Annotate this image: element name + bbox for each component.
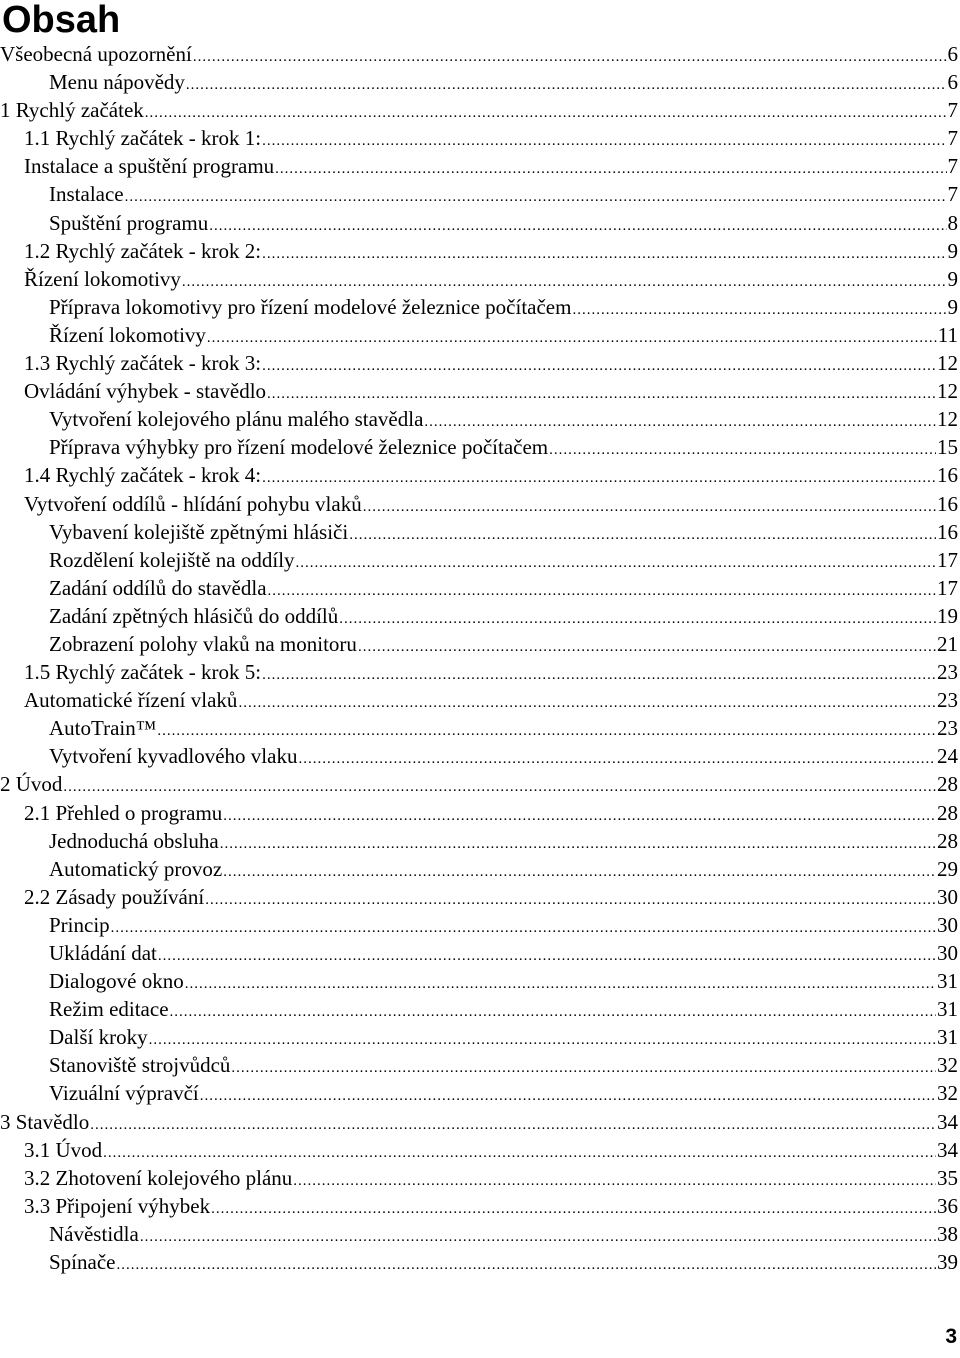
toc-leader-dots [223,858,936,886]
toc-entry[interactable] [0,546,958,574]
toc-leader-dots [185,970,936,998]
toc-entry-title: Dialogové okno [49,969,184,994]
toc-entry-page: 32 [937,1081,958,1106]
toc-entry-title: Princip [49,912,110,937]
toc-entry-page: 23 [937,716,958,741]
toc-entry-page: 32 [937,1053,958,1078]
toc-entry-title: Vytvoření kyvadlového vlaku [49,744,298,769]
toc-leader-dots [200,1082,936,1110]
toc-entry-page: 29 [937,856,958,881]
toc-entry-title: AutoTrain™ [49,716,157,741]
toc-entry[interactable] [0,124,958,152]
toc-entry-page: 7 [947,182,958,207]
toc-leader-dots [140,1223,936,1251]
toc-entry[interactable] [0,1079,958,1107]
toc-leader-dots [262,464,936,492]
toc-leader-dots [223,802,936,830]
toc-entry-title: Stanoviště strojvůdců [49,1053,231,1078]
toc-entry-title: Vytvoření kolejového plánu malého stavědla [49,407,424,432]
toc-entry[interactable] [0,630,958,658]
toc-entry[interactable] [0,237,958,265]
toc-entry-page: 21 [937,631,958,656]
toc-entry-page: 9 [947,294,958,319]
toc-entry[interactable] [0,152,958,180]
toc-entry[interactable] [0,180,958,208]
toc-entry-title: 2 Úvod [0,772,63,797]
toc-entry[interactable] [0,518,958,546]
toc-leader-dots [149,1026,936,1054]
toc-entry-title: Jednoduchá obsluha [49,828,219,853]
toc-leader-dots [424,408,936,436]
toc-entry-title: Instalace [49,182,124,207]
toc-entry-page: 36 [937,1193,958,1218]
toc-leader-dots [158,942,936,970]
toc-entry-title: 1.5 Rychlý začátek - krok 5: [24,660,262,685]
toc-entry[interactable] [0,574,958,602]
toc-entry-title: 2.1 Přehled o programu [24,800,223,825]
toc-entry-page: 30 [937,884,958,909]
toc-leader-dots [157,717,936,745]
toc-entry-title: 1.2 Rychlý začátek - krok 2: [24,238,262,263]
toc-entry-page: 7 [947,154,958,179]
toc-leader-dots [63,773,936,801]
toc-leader-dots [231,1054,936,1082]
toc-entry-page: 30 [937,941,958,965]
toc-entry-page: 17 [937,575,958,600]
toc-leader-dots [182,268,947,296]
toc-entry[interactable] [0,40,958,68]
toc-leader-dots [211,1195,936,1223]
toc-leader-dots [298,745,936,773]
toc-leader-dots [220,830,936,858]
toc-entry[interactable] [0,433,958,461]
toc-entry-page: 9 [947,238,958,263]
toc-entry[interactable] [0,96,958,124]
page-title: Obsah [2,0,121,41]
toc-entry-title: Automatické řízení vlaků [24,688,238,713]
toc-leader-dots [262,352,936,380]
toc-entry-title: 1 Rychlý začátek [0,98,144,123]
toc-entry[interactable] [0,714,958,742]
toc-entry-page: 31 [937,1025,958,1050]
toc-entry[interactable] [0,742,958,770]
toc-entry[interactable] [0,855,958,883]
toc-entry-title: Vybavení kolejiště zpětnými hlásiči [49,519,349,544]
toc-entry[interactable] [0,686,958,714]
toc-entry[interactable] [0,293,958,321]
toc-entry-page: 6 [947,70,958,95]
toc-entry-title: Vizuální výpravčí [49,1081,199,1106]
toc-entry-title: Řízení lokomotivy [49,322,206,347]
toc-entry-title: Menu nápovědy [49,70,185,95]
toc-entry-page: 17 [937,547,958,572]
toc-entry-page: 16 [937,519,958,544]
toc-leader-dots [296,549,936,577]
toc-entry-page: 12 [937,379,958,404]
toc-leader-dots [186,71,947,99]
toc-entry-page: 6 [947,42,958,66]
toc-entry[interactable] [0,68,958,96]
page-number: 3 [945,1325,957,1348]
toc-entry-title: Návěstidla [49,1221,139,1246]
toc-entry-title: Spínače [49,1250,116,1275]
toc-entry[interactable] [0,321,958,349]
toc-entry-title: 2.2 Zásady používání [24,884,205,909]
toc-entry-title: Režim editace [49,997,169,1022]
toc-entry-page: 16 [937,491,958,516]
toc-entry-title: Všeobecná upozornění [0,42,192,66]
toc-entry-title: Příprava výhybky pro řízení modelové železnice počítačem [49,435,549,460]
toc-entry-page: 38 [937,1221,958,1246]
toc-entry[interactable] [0,911,958,939]
toc-entry[interactable] [0,602,958,630]
toc-entry-page: 11 [937,322,958,347]
toc-entry-page: 15 [937,435,958,460]
toc-leader-dots [363,493,936,521]
toc-entry[interactable] [0,799,958,827]
toc-leader-dots [103,1139,936,1167]
toc-entry-title: Rozdělení kolejiště na oddíly [49,547,295,572]
toc-leader-dots [262,661,936,689]
toc-entry-page: 9 [947,266,958,291]
toc-leader-dots [90,1111,936,1139]
toc-entry[interactable] [0,995,958,1023]
toc-leader-dots [193,43,947,71]
toc-leader-dots [170,998,936,1026]
toc-entry-title: Zadání zpětných hlásičů do oddílů [49,603,339,628]
toc-entry[interactable] [0,265,958,293]
toc-leader-dots [572,296,946,324]
toc-entry-page: 7 [947,126,958,151]
toc-leader-dots [349,521,936,549]
toc-leader-dots [262,127,946,155]
toc-entry-title: Řízení lokomotivy [24,266,181,291]
toc-entry[interactable] [0,1023,958,1051]
toc-entry[interactable] [0,461,958,489]
toc-entry-title: Ovládání výhybek - stavědlo [24,379,267,404]
toc-leader-dots [209,212,946,240]
toc-entry-page: 12 [937,407,958,432]
toc-entry[interactable] [0,1051,958,1079]
toc-entry-page: 30 [937,912,958,937]
toc-leader-dots [339,605,936,633]
toc-entry-page: 39 [937,1250,958,1275]
toc-entry[interactable] [0,658,958,686]
toc-entry-page: 12 [937,351,958,376]
toc-entry-page: 31 [937,969,958,994]
toc-entry-title: Automatický provoz [49,856,223,881]
toc-leader-dots [116,1251,936,1279]
toc-entry[interactable] [0,967,958,995]
toc-entry-page: 16 [937,463,958,488]
toc-entry-title: Zobrazení polohy vlaků na monitoru [49,631,357,656]
toc-entry-page: 34 [937,1137,958,1162]
toc-entry[interactable] [0,827,958,855]
toc-entry-page: 34 [937,1109,958,1134]
toc-entry[interactable] [0,1136,958,1164]
toc-entry[interactable] [0,1164,958,1192]
toc-entry-page: 31 [937,997,958,1022]
toc-entry-title: Zadání oddílů do stavědla [49,575,267,600]
toc-leader-dots [205,886,936,914]
toc-entry-title: Vytvoření oddílů - hlídání pohybu vlaků [24,491,362,516]
table-of-contents [0,40,958,1276]
toc-entry-title: 1.3 Rychlý začátek - krok 3: [24,351,262,376]
toc-leader-dots [358,633,936,661]
toc-entry-title: 3.2 Zhotovení kolejového plánu [24,1165,293,1190]
toc-entry[interactable] [0,1192,958,1220]
toc-entry-page: 23 [937,660,958,685]
toc-entry[interactable] [0,349,958,377]
toc-entry-title: Další kroky [49,1025,148,1050]
toc-entry-page: 35 [937,1165,958,1190]
toc-entry[interactable] [0,377,958,405]
toc-entry-page: 24 [937,744,958,769]
toc-entry[interactable] [0,1248,958,1276]
toc-leader-dots [145,99,947,127]
toc-entry[interactable] [0,883,958,911]
toc-entry-title: Ukládání dat [49,941,157,965]
toc-entry-title: Příprava lokomotivy pro řízení modelové železnice počítačem [49,294,572,319]
toc-leader-dots [207,324,937,352]
toc-entry-title: 3.3 Připojení výhybek [24,1193,211,1218]
toc-entry[interactable] [0,405,958,433]
toc-entry-page: 28 [937,772,958,797]
toc-entry-page: 19 [937,603,958,628]
toc-leader-dots [238,689,936,717]
toc-leader-dots [275,155,946,183]
toc-entry[interactable] [0,939,958,967]
toc-entry-title: Instalace a spuštění programu [24,154,275,179]
toc-entry[interactable] [0,490,958,518]
toc-leader-dots [262,240,946,268]
toc-entry-page: 28 [937,828,958,853]
toc-entry-title: 1.1 Rychlý začátek - krok 1: [24,126,262,151]
toc-entry-page: 7 [947,98,958,123]
toc-entry-title: 3 Stavědlo [0,1109,90,1134]
toc-leader-dots [268,577,936,605]
toc-entry-title: 1.4 Rychlý začátek - krok 4: [24,463,262,488]
toc-entry-page: 8 [947,210,958,235]
toc-entry-title: 3.1 Úvod [24,1137,103,1162]
toc-leader-dots [125,183,947,211]
toc-entry-page: 23 [937,688,958,713]
toc-entry-title: Spuštění programu [49,210,209,235]
toc-leader-dots [549,436,936,464]
toc-entry-page: 28 [937,800,958,825]
toc-entry[interactable] [0,1108,958,1136]
toc-entry[interactable] [0,1220,958,1248]
toc-entry[interactable] [0,770,958,798]
toc-leader-dots [267,380,936,408]
toc-leader-dots [293,1167,936,1195]
toc-entry[interactable] [0,209,958,237]
toc-leader-dots [111,914,936,942]
